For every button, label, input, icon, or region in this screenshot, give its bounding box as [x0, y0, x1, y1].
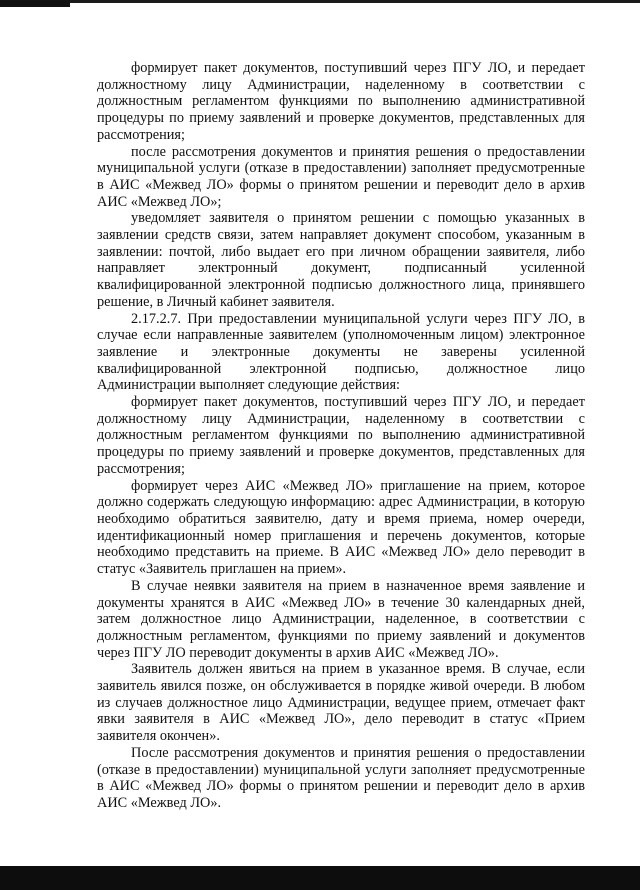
- paragraph-8: Заявитель должен явиться на прием в указанное время. В случае, если заявитель явился позже, он обслуживается в порядке живой очереди. В любом из случаев должностное лицо Администрации, ведущее прием, отмечает факт явки заявителя в АИС «Межвед ЛО», дело переводит в статус «Прием заявителя окончен».: [97, 661, 585, 745]
- paragraph-2: после рассмотрения документов и принятия решения о предоставлении муниципальной услуги (отказе в предоставлении) заполняет предусмотренные в АИС «Межвед ЛО» формы о принятом решении и переводит дело в архив АИС «Межвед ЛО»;: [97, 143, 585, 210]
- scan-edge-top-corner: [0, 0, 70, 7]
- scan-edge-top: [0, 0, 640, 3]
- paragraph-6: формирует через АИС «Межвед ЛО» приглашение на прием, которое должно содержать следующую информацию: адрес Администрации, в которую необходимо обратиться заявителю, дату и время приема, номер очереди, идентификационный номер приглашения и перечень документов, которые необходимо представить на приеме. В АИС «Межвед ЛО» дело переводит в статус «Заявитель приглашен на прием».: [97, 477, 585, 578]
- paragraph-9: После рассмотрения документов и принятия решения о предоставлении (отказе в предоставлении) муниципальной услуги заполняет предусмотренные в АИС «Межвед ЛО» формы о принятом решении и переводит дело в архив АИС «Межвед ЛО».: [97, 744, 585, 811]
- scan-edge-bottom: [0, 866, 640, 890]
- paragraph-5: формирует пакет документов, поступивший через ПГУ ЛО, и передает должностному лицу Администрации, наделенному в соответствии с должностным регламентом функциями по выполнению административной процедуры по приему заявлений и проверке документов, представленных для рассмотрения;: [97, 394, 585, 477]
- paragraph-4-clause-2-17-2-7: 2.17.2.7. При предоставлении муниципальной услуги через ПГУ ЛО, в случае если направленные заявителем (уполномоченным лицом) электронное заявление и электронные документы не заверены усиленной квалифицированной электронной подписью, должностное лицо Администрации выполняет следующие действия:: [97, 310, 585, 394]
- paragraph-3: уведомляет заявителя о принятом решении с помощью указанных в заявлении средств связи, затем направляет документ способом, указанным в заявлении: почтой, либо выдает его при личном обращении заявителя, либо направляет электронный документ, подписанный усиленной квалифицированной электронной подписью должностного лица, принявшего решение, в Личный кабинет заявителя.: [97, 210, 585, 310]
- paragraph-7: В случае неявки заявителя на прием в назначенное время заявление и документы хранятся в АИС «Межвед ЛО» в течение 30 календарных дней, затем должностное лицо Администрации, наделенное, в соответствии с должностным регламентом, функциями по приему заявлений и документов через ПГУ ЛО переводит документы в архив АИС «Межвед ЛО».: [97, 577, 585, 661]
- document-page: [97, 60, 585, 812]
- paragraph-1: формирует пакет документов, поступивший через ПГУ ЛО, и передает должностному лицу Администрации, наделенному в соответствии с должностным регламентом функциями по выполнению административной процедуры по приему заявлений и проверке документов, представленных для рассмотрения;: [97, 60, 585, 143]
